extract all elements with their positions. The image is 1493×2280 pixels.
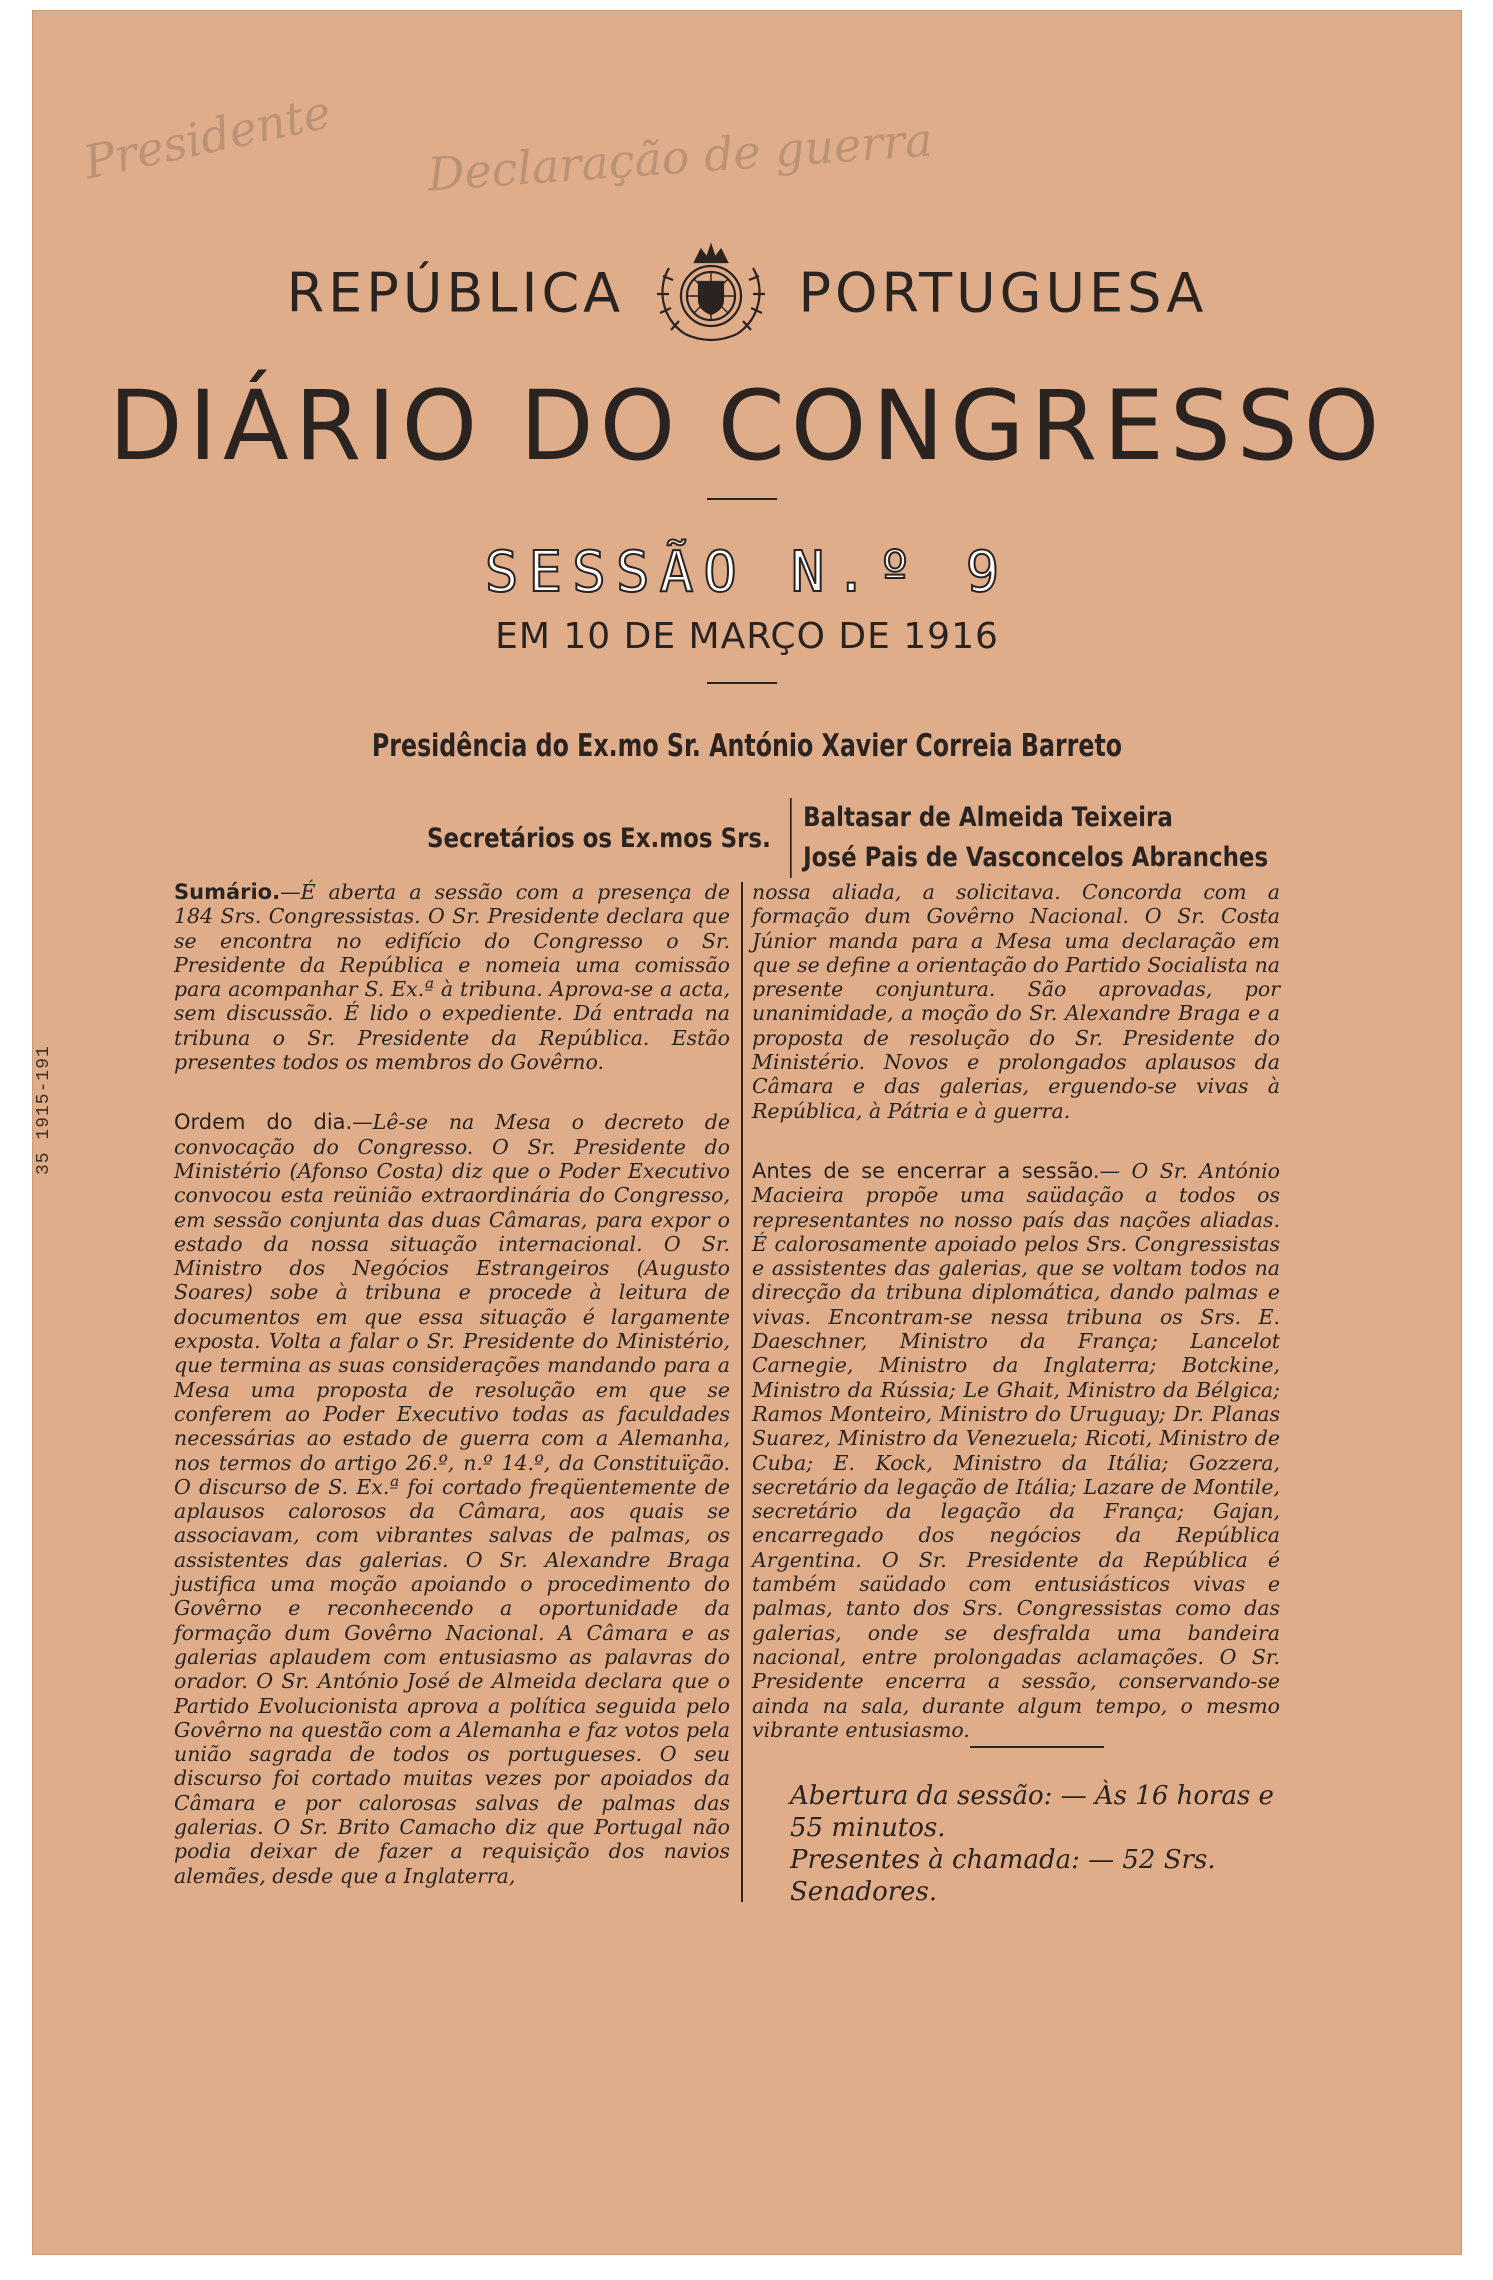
section-rule [970, 1746, 1104, 1748]
column-divider [741, 882, 743, 1902]
document-page [32, 10, 1462, 2255]
coat-of-arms-icon [651, 238, 771, 348]
summary-text: —É aberta a sessão com a presença de 184 Srs. Congressistas. O Sr. Presidente declara que se encontra no edifício do Congresso o Sr. Presidente da República e nomeia uma comissão para acompanhar S. Ex.ª à tribuna. Aprova-se a acta, sem discussão. É lido o expediente. Dá entrada na tribuna o Sr. Presidente da República. Estão presentes todos os membros do Govêrno. [174, 880, 730, 1075]
handwritten-note-left: Presidente [79, 84, 336, 190]
opening-time: Abertura da sessão: — Às 16 horas e 55 minutos. [790, 1781, 1274, 1843]
secretaries-names [790, 798, 1269, 878]
secretaries-label: Secretários os Ex.mos Srs. [427, 822, 771, 854]
secretary-name: Baltasar de Almeida Teixeira [803, 802, 1173, 833]
secretaries-block [427, 798, 1268, 878]
session-number: SESSÃO N.º 9 [484, 540, 1010, 605]
archive-stamp: 35 1915-191 [34, 1045, 54, 1175]
order-of-day-paragraph [174, 1110, 730, 1888]
present-count: Presentes à chamada: — 52 Srs. Senadores. [790, 1845, 1216, 1907]
left-column [174, 880, 730, 1888]
closing-text: — O Sr. António Macieira propõe uma saüdação a todos os representantes no nosso país das nações aliadas. É calorosamente apoiado pelos Srs. Congressistas e assistentes das galerias, que se voltam todos na direcção da tribuna diplomática, dando palmas e vivas. Encontram-se nessa tribuna os Srs. E. Daeschner, Ministro da França; Lancelot Carnegie, Ministro da Inglaterra; Botckine, Ministro da Rússia; Le Ghait, Ministro da Bélgica; Ramos Monteiro, Ministro do Uruguay; Dr. Planas Suarez, Ministro da Venezuela; Ricoti, Ministro de Cuba; E. Kock, Ministro da Itália; Gozzera, secretário da legação de Itália; Lazare de Montile, secretário da legação da França; Gajan, encarregado dos negócios da República Argentina. O Sr. Presidente da República é também saüdado com entusiásticos vivas e palmas, tanto dos Srs. Congressistas como das galerias, onde se desfralda uma bandeira nacional, entre prolongadas aclamações. O Sr. Presidente encerra a sessão, conservando-se ainda na sala, durante algum tempo, o mesmo vibrante entusiasmo. [752, 1158, 1280, 1742]
summary-paragraph [174, 880, 730, 1074]
divider-rule [707, 682, 777, 684]
summary-lead: Sumário. [174, 880, 281, 904]
publication-title: DIÁRIO DO CONGRESSO [108, 370, 1386, 482]
opening-block [790, 1780, 1280, 1908]
order-of-day-text: —Lê-se na Mesa o decreto de convocação do Congresso. O Sr. Presidente do Ministério (Afonso Costa) diz que o Poder Executivo convocou esta reünião extraordinária do Congresso, em sessão conjunta das duas Câmaras, para expor o estado da nossa situação internacional. O Sr. Ministro dos Negócios Estrangeiros (Augusto Soares) sobe à tribuna e procede à leitura de documentos em que essa situação é largamente exposta. Volta a falar o Sr. Presidente do Ministério, que termina as suas considerações mandando para a Mesa uma proposta de resolução em que se conferem ao Poder Executivo todas as faculdades necessárias ao estado de guerra com a Alemanha, nos termos do artigo 26.º, n.º 14.º, da Constituïção. O discurso de S. Ex.ª foi cortado freqüentemente de aplausos calorosos da Câmara, aos quais se associavam, com vibrantes salvas de palmas, os assistentes das galerias. O Sr. Alexandre Braga justifica uma moção apoiando o procedimento do Govêrno e reconhecendo a oportunidade da formação dum Govêrno Nacional. A Câmara e as galerias aplaudem com entusiasmo as palavras do orador. O Sr. António José de Almeida declara que o Partido Evolucionista aprova a política seguida pelo Govêrno na questão com a Alemanha e faz votos pela união sagrada de todos os portugueses. O seu discurso foi cortado muitas vezes por apoiados da Câmara e por calorosas salvas de palmas das galerias. O Sr. Brito Camacho diz que Portugal não podia deixar de fazer a requisição dos navios alemães, desde que a Inglaterra, [174, 1110, 730, 1888]
handwritten-note-right: Declaração de guerra [425, 112, 935, 202]
session-date: EM 10 DE MARÇO DE 1916 [495, 616, 999, 657]
order-of-day-lead: Ordem do dia. [174, 1110, 353, 1135]
masthead-left-word: REPÚBLICA [286, 261, 625, 325]
closing-lead: Antes de se encerrar a sessão. [752, 1158, 1100, 1183]
right-column [752, 880, 1280, 1742]
closing-paragraph [752, 1159, 1280, 1742]
divider-rule [707, 498, 777, 500]
masthead-right-word: PORTUGUESA [798, 261, 1208, 325]
masthead [32, 238, 1462, 348]
continuation-paragraph: nossa aliada, a solicitava. Concorda com a formação dum Govêrno Nacional. O Sr. Costa Júnior manda para a Mesa uma declaração em que se define a orientação do Partido Socialista na presente conjuntura. São aprovadas, por unanimidade, a moção do Sr. Alexandre Braga e a proposta de resolução do Sr. Presidente do Ministério. Novos e prolongados aplausos da Câmara e das galerias, erguendo-se vivas à República, à Pátria e à guerra. [752, 880, 1280, 1123]
secretary-name: José Pais de Vasconcelos Abranches [803, 842, 1269, 873]
presidency-line: Presidência do Ex.mo Sr. António Xavier Correia Barreto [371, 728, 1123, 764]
